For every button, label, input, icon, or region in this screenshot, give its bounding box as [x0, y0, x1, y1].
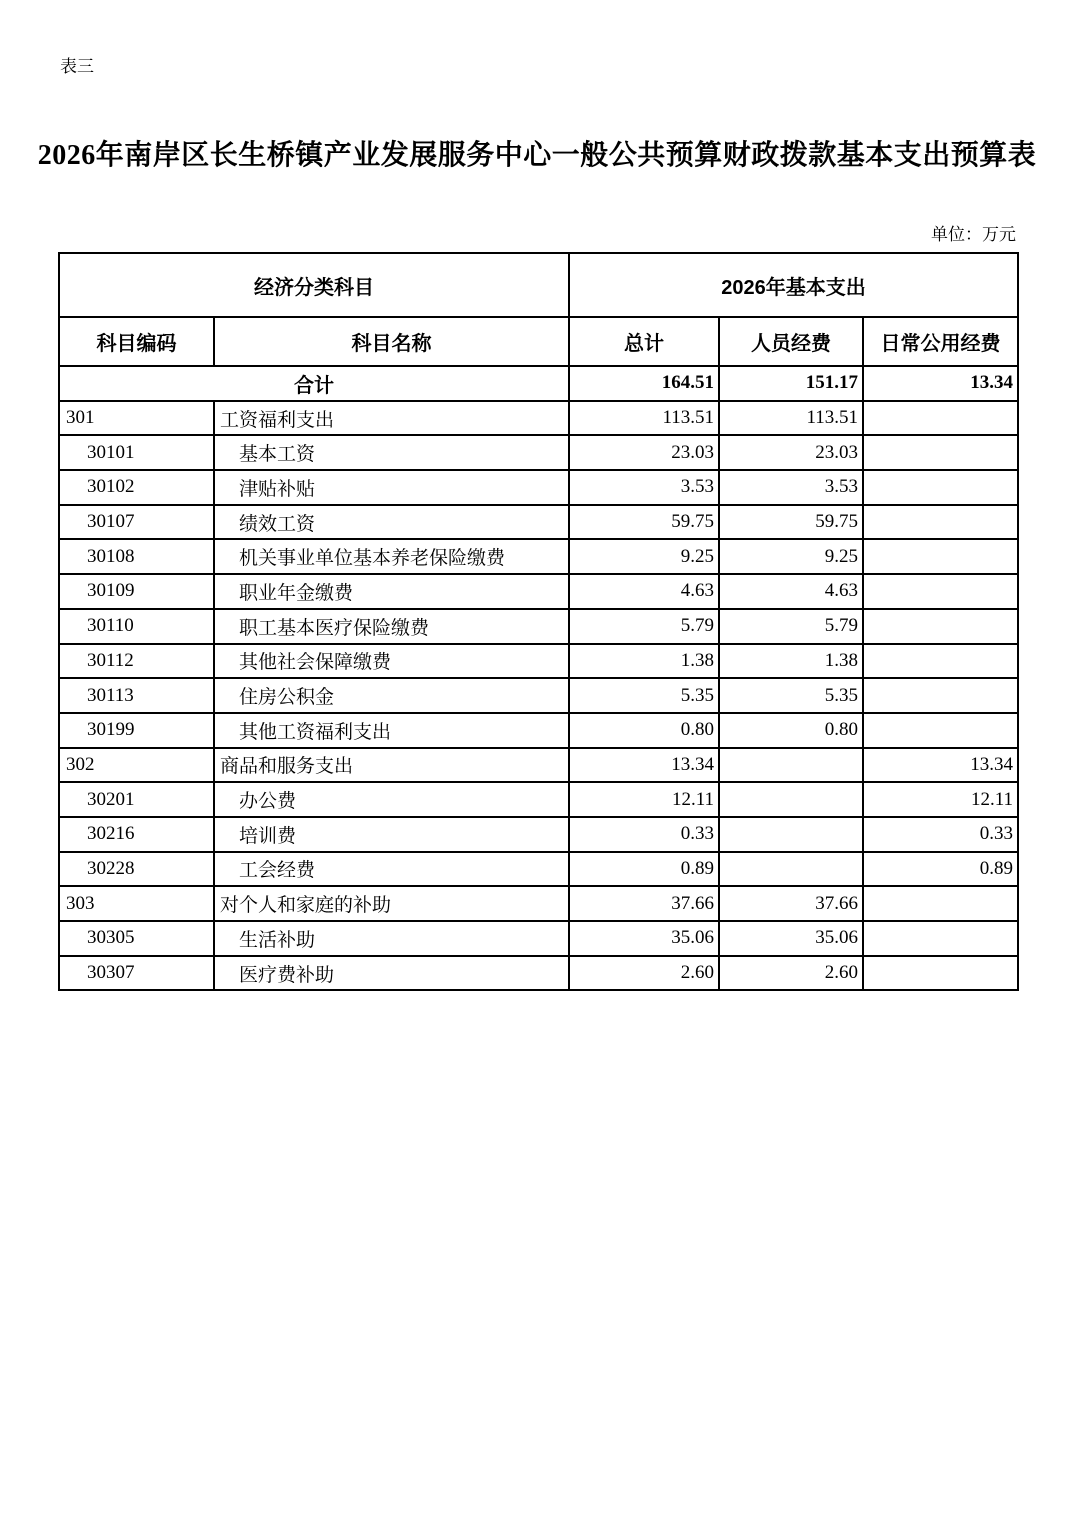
cell-total: 2.60 [569, 956, 719, 991]
cell-daily-public-expense [863, 435, 1018, 470]
cell-subject-name: 住房公积金 [214, 678, 569, 713]
column-header-personnel: 人员经费 [719, 317, 863, 366]
cell-subject-name: 津贴补贴 [214, 470, 569, 505]
table-row [59, 609, 1018, 644]
cell-subject-name: 基本工资 [214, 435, 569, 470]
cell-personnel-expense: 4.63 [719, 574, 863, 609]
cell-daily-public-expense: 0.33 [863, 817, 1018, 852]
cell-total: 12.11 [569, 782, 719, 817]
cell-personnel-expense: 5.35 [719, 678, 863, 713]
cell-personnel-expense: 0.80 [719, 713, 863, 748]
cell-daily-public-expense [863, 505, 1018, 540]
cell-subject-code: 30101 [59, 435, 214, 470]
cell-subject-code: 301 [59, 401, 214, 436]
table-row [59, 401, 1018, 436]
cell-subject-code: 302 [59, 748, 214, 783]
cell-total: 1.38 [569, 644, 719, 679]
cell-subject-code: 30201 [59, 782, 214, 817]
cell-subject-code: 30307 [59, 956, 214, 991]
table-row [59, 713, 1018, 748]
cell-subject-name: 生活补助 [214, 921, 569, 956]
table-row [59, 886, 1018, 921]
cell-personnel-expense: 2.60 [719, 956, 863, 991]
cell-subject-code: 30305 [59, 921, 214, 956]
cell-subject-code: 30199 [59, 713, 214, 748]
cell-daily-public-expense [863, 678, 1018, 713]
cell-total: 0.33 [569, 817, 719, 852]
cell-personnel-expense [719, 817, 863, 852]
cell-personnel-expense: 3.53 [719, 470, 863, 505]
cell-subject-name: 工会经费 [214, 852, 569, 887]
cell-subject-name: 职业年金缴费 [214, 574, 569, 609]
cell-subject-name: 商品和服务支出 [214, 748, 569, 783]
header-basic-expenditure-2026: 2026年基本支出 [569, 253, 1018, 317]
column-header-total: 总计 [569, 317, 719, 366]
cell-total: 5.35 [569, 678, 719, 713]
column-header-code: 科目编码 [59, 317, 214, 366]
table-row [59, 852, 1018, 887]
cell-personnel-expense: 59.75 [719, 505, 863, 540]
cell-total: 35.06 [569, 921, 719, 956]
cell-total: 0.80 [569, 713, 719, 748]
cell-personnel-expense [719, 782, 863, 817]
table-number-label: 表三 [60, 57, 94, 76]
cell-subject-code: 30110 [59, 609, 214, 644]
cell-subject-code: 30112 [59, 644, 214, 679]
table-row [59, 435, 1018, 470]
cell-daily-public-expense [863, 574, 1018, 609]
table-row [59, 782, 1018, 817]
cell-personnel-expense [719, 748, 863, 783]
cell-total: 59.75 [569, 505, 719, 540]
cell-daily-public-expense [863, 401, 1018, 436]
cell-subject-name: 职工基本医疗保险缴费 [214, 609, 569, 644]
cell-daily-public-expense [863, 956, 1018, 991]
table-row [59, 539, 1018, 574]
total-row-personnel: 151.17 [719, 366, 863, 401]
table-row [59, 921, 1018, 956]
cell-personnel-expense: 1.38 [719, 644, 863, 679]
table-row [59, 748, 1018, 783]
cell-personnel-expense: 35.06 [719, 921, 863, 956]
total-row-daily: 13.34 [863, 366, 1018, 401]
cell-daily-public-expense [863, 470, 1018, 505]
total-row-label: 合计 [59, 366, 569, 401]
table-row [59, 817, 1018, 852]
header-group-row [59, 253, 1018, 317]
table-row [59, 956, 1018, 991]
cell-total: 3.53 [569, 470, 719, 505]
cell-daily-public-expense: 0.89 [863, 852, 1018, 887]
cell-daily-public-expense [863, 644, 1018, 679]
cell-subject-name: 其他工资福利支出 [214, 713, 569, 748]
cell-subject-name: 培训费 [214, 817, 569, 852]
cell-daily-public-expense [863, 886, 1018, 921]
table-row [59, 574, 1018, 609]
cell-total: 113.51 [569, 401, 719, 436]
page-title: 2026年南岸区长生桥镇产业发展服务中心一般公共预算财政拨款基本支出预算表 [37, 140, 1037, 171]
cell-daily-public-expense [863, 609, 1018, 644]
cell-total: 13.34 [569, 748, 719, 783]
cell-subject-name: 办公费 [214, 782, 569, 817]
cell-personnel-expense [719, 852, 863, 887]
table-row [59, 644, 1018, 679]
column-header-daily: 日常公用经费 [863, 317, 1018, 366]
cell-subject-code: 30108 [59, 539, 214, 574]
table-row [59, 678, 1018, 713]
cell-subject-code: 30216 [59, 817, 214, 852]
budget-table-body [59, 366, 1018, 990]
cell-total: 37.66 [569, 886, 719, 921]
cell-subject-code: 30228 [59, 852, 214, 887]
cell-total: 5.79 [569, 609, 719, 644]
total-row [59, 366, 1018, 401]
unit-note: 单位：万元 [931, 225, 1016, 244]
cell-subject-name: 机关事业单位基本养老保险缴费 [214, 539, 569, 574]
cell-personnel-expense: 9.25 [719, 539, 863, 574]
cell-daily-public-expense: 12.11 [863, 782, 1018, 817]
cell-subject-name: 绩效工资 [214, 505, 569, 540]
cell-total: 4.63 [569, 574, 719, 609]
cell-subject-code: 30107 [59, 505, 214, 540]
cell-subject-code: 30109 [59, 574, 214, 609]
cell-subject-code: 30113 [59, 678, 214, 713]
cell-total: 0.89 [569, 852, 719, 887]
budget-table [58, 252, 1019, 991]
table-row [59, 505, 1018, 540]
cell-subject-code: 30102 [59, 470, 214, 505]
cell-daily-public-expense: 13.34 [863, 748, 1018, 783]
header-economic-classification: 经济分类科目 [59, 253, 569, 317]
cell-subject-name: 工资福利支出 [214, 401, 569, 436]
cell-subject-code: 303 [59, 886, 214, 921]
cell-total: 23.03 [569, 435, 719, 470]
cell-total: 9.25 [569, 539, 719, 574]
cell-personnel-expense: 37.66 [719, 886, 863, 921]
cell-subject-name: 其他社会保障缴费 [214, 644, 569, 679]
cell-personnel-expense: 5.79 [719, 609, 863, 644]
cell-subject-name: 对个人和家庭的补助 [214, 886, 569, 921]
cell-daily-public-expense [863, 539, 1018, 574]
cell-subject-name: 医疗费补助 [214, 956, 569, 991]
cell-personnel-expense: 113.51 [719, 401, 863, 436]
column-header-name: 科目名称 [214, 317, 569, 366]
total-row-total: 164.51 [569, 366, 719, 401]
cell-personnel-expense: 23.03 [719, 435, 863, 470]
cell-daily-public-expense [863, 921, 1018, 956]
cell-daily-public-expense [863, 713, 1018, 748]
header-columns-row [59, 317, 1018, 366]
table-row [59, 470, 1018, 505]
